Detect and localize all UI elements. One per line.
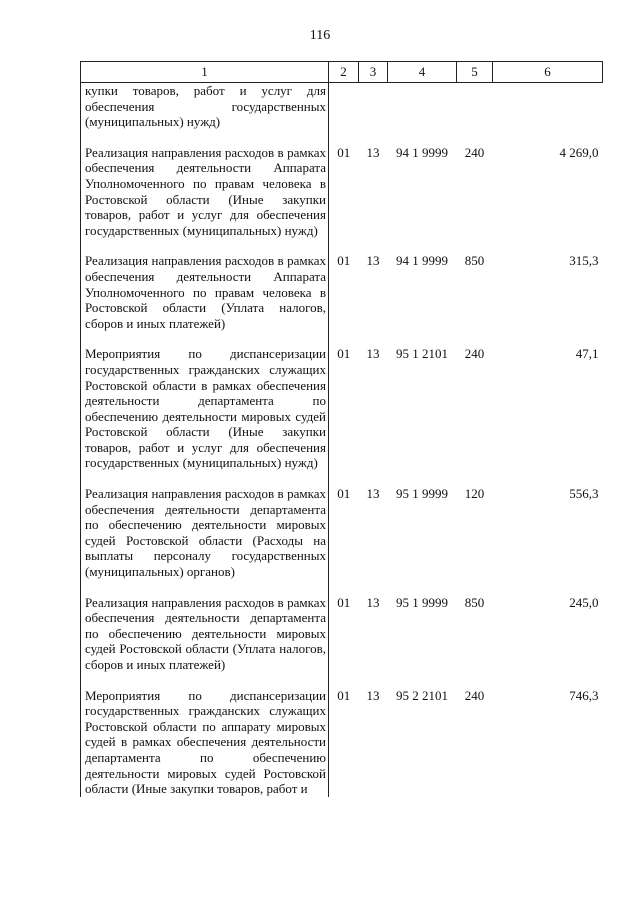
table-header	[81, 62, 603, 83]
row-subsection: 13	[366, 486, 380, 502]
column-header-subsection: 3	[359, 62, 388, 83]
row-subsection: 13	[366, 594, 380, 610]
row-subsection: 13	[366, 687, 380, 703]
table-body	[81, 83, 603, 797]
column-header-section: 2	[329, 62, 359, 83]
row-target-article: 95 1 2101	[396, 346, 448, 362]
header-row	[81, 62, 603, 83]
row-section: 01	[337, 594, 351, 610]
row-target-article: 94 1 9999	[396, 144, 448, 160]
column-header-name: 1	[81, 62, 329, 83]
column-header-target-article: 4	[388, 62, 457, 83]
row-section: 01	[337, 687, 351, 703]
row-section: 01	[337, 253, 351, 269]
row-target-article: 95 1 9999	[396, 486, 448, 502]
row-amount: 4 269,0	[559, 144, 599, 160]
column-header-amount: 6	[493, 62, 603, 83]
row-amount: 245,0	[569, 594, 599, 610]
row-amount: 556,3	[569, 486, 599, 502]
row-amount: 47,1	[575, 346, 599, 362]
row-name: Мероприятия по диспансеризации государственных гражданских служащих Ростовской области по аппарату мировых судей в рамках обеспечения деятельности департамента по обеспечению деятельности мировых судей Ростовской области (Иные закупки товаров, работ и	[81, 673, 329, 797]
row-subsection: 13	[366, 253, 380, 269]
table-row	[81, 130, 603, 239]
row-name: Реализация направления расходов в рамках обеспечения деятельности Аппарата Уполномоченного по правам человека в Ростовской области (Иные закупки товаров, работ и услуг для обеспечения государственных (муниципальных) нужд)	[81, 130, 329, 239]
row-amount: 746,3	[569, 687, 599, 703]
row-section: 01	[337, 346, 351, 362]
row-subsection: 13	[366, 144, 380, 160]
table-row-continuation	[81, 83, 603, 130]
budget-table	[80, 61, 603, 797]
continuation-text: купки товаров, работ и услуг для обеспечения государственных (муниципальных) нужд)	[81, 83, 329, 130]
column-header-expense-type: 5	[457, 62, 493, 83]
row-expense-type: 240	[464, 687, 485, 703]
row-target-article: 95 2 2101	[396, 687, 448, 703]
table-row	[81, 580, 603, 673]
row-expense-type: 120	[464, 486, 485, 502]
row-section: 01	[337, 144, 351, 160]
row-name: Реализация направления расходов в рамках обеспечения деятельности Аппарата Уполномоченного по правам человека в Ростовской области (Уплата налогов, сборов и иных платежей)	[81, 238, 329, 331]
row-target-article: 95 1 9999	[396, 594, 448, 610]
table-row	[81, 238, 603, 331]
table-row	[81, 673, 603, 797]
table-row	[81, 471, 603, 580]
row-name: Реализация направления расходов в рамках обеспечения деятельности департамента по обеспечению деятельности мировых судей Ростовской области (Расходы на выплаты персоналу государственных (муниципальных) органов)	[81, 471, 329, 580]
row-section: 01	[337, 486, 351, 502]
row-amount: 315,3	[569, 253, 599, 269]
row-name: Реализация направления расходов в рамках обеспечения деятельности департамента по обеспечению деятельности мировых судей Ростовской области (Уплата налогов, сборов и иных платежей)	[81, 580, 329, 673]
row-expense-type: 240	[464, 346, 485, 362]
page-number: 116	[309, 28, 331, 43]
table-row	[81, 331, 603, 471]
row-name: Мероприятия по диспансеризации государственных гражданских служащих Ростовской области в рамках обеспечения деятельности департамента по обеспечению деятельности мировых судей Ростовской области (Иные закупки товаров, работ и услуг для обеспечения государственных (муниципальных) нужд)	[81, 331, 329, 471]
row-expense-type: 240	[464, 144, 485, 160]
row-expense-type: 850	[464, 253, 485, 269]
row-expense-type: 850	[464, 594, 485, 610]
row-target-article: 94 1 9999	[396, 253, 448, 269]
row-subsection: 13	[366, 346, 380, 362]
